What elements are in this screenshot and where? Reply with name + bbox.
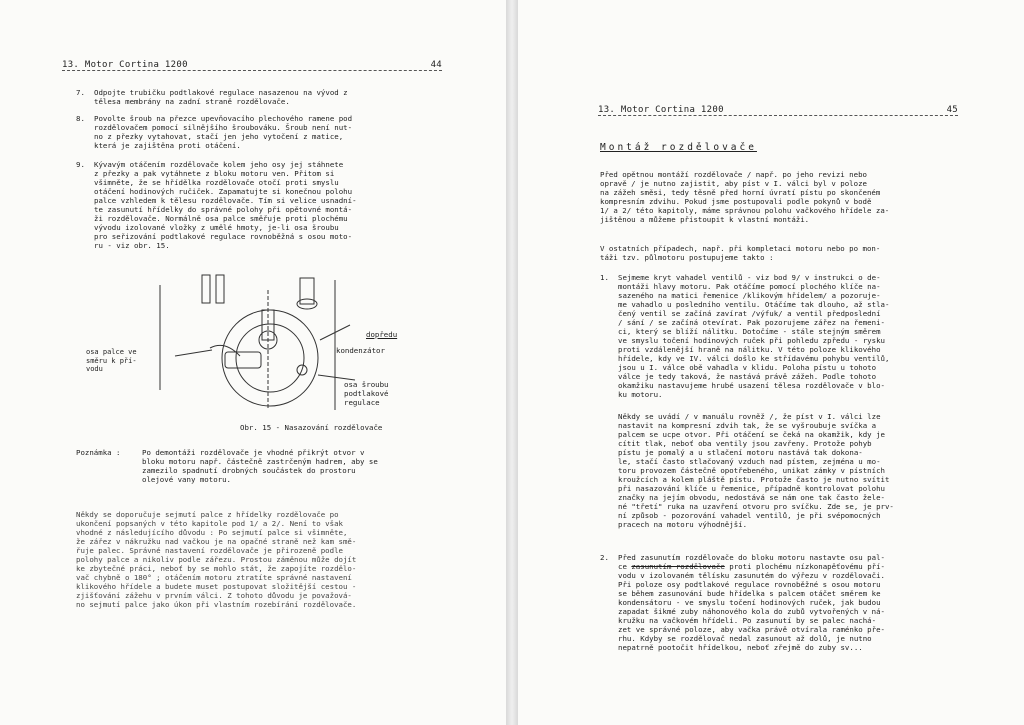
step-1-text: Sejmeme kryt vahadel ventilů - viz bod 9/ v instrukci o de- montáži hlavy motoru. Pak otáčíme pomocí plochého klíče na- sazeného na matici řemenice /klikovým hřídelem/ a pozoruje- me vahadlo u posledního ventilu. Otáčíme tak dlouho, až stla- čený ventil se začíná zavírat /výfuk/ a ventil předposlední / sání / se začíná otevírat. Pak pozorujeme zářez na řemeni- ci, který se blíží nálitku. Dotočíme - stále stejným směrem ve smyslu točení hodinových ruček při pohledu zpředu - rysku proti vzdálenější hraně na nálitku. V této poloze klikového hřídele, kdy ve IV. válci došlo ke střídavému pohybu ventilů, jsou u I. válce obě vahadla v klidu. Poloha pístu u tohoto válce je tedy taková, že nastává právě zážeh. Podle tohoto okamžiku nastavujeme hrubé usazení tělesa rozdělovače v blo- ku motoru. <box>618 273 890 399</box>
book-gutter <box>506 0 518 725</box>
item-9-text: Kývavým otáčením rozdělovače kolem jeho osy jej stáhnete z přezky a pak vytáhnete z bloku motoru ven. Přitom si všimněte, že se hřídělka rozdělovače otočí proti smyslu otáčení hodinových ručiček. Zapamatujte si konečnou polohu palce vzhledem k tělesu rozdělovače. Tím si velice usnadní- te zasunutí hřídelky do správné polohy při opětovné montá- ži rozdělovače. Normálně osa palce směřuje proti plochému vývodu izolované vložky z umělé hmoty, je-li osa šroubu pro seřizování podtlakové regulace rovnoběžná s osou moto- ru - viz obr. 15. <box>94 160 357 250</box>
note-label: Poznámka : <box>76 448 121 457</box>
item-7-text: Odpojte trubičku podtlakové regulace nasazenou na vývod z tělesa membrány na zadní straně rozdělovače. <box>94 88 348 106</box>
step-2-text <box>618 553 885 652</box>
step-2-post: proti plochému nízkonapěťovému pří- vodu v izolovaném tělísku zasunutém do výřezu v rozdělovači. Při poloze osy podtlakové regulace rovnoběžné s osou motoru se během zasunování bude hřídelka s palcem otáčet směrem ke kondensátoru - ve smyslu točení hodinových ruček, jak budou zapadat šikmé zuby náhonového kola do zubů vytvořených v ná- kružku na vačkovém hřídeli. Po zasunutí by se palec nachá- zet ve správné poloze, aby vačka právě otvírala raménko pře- rhu. Kdyby se rozdělovač nedal zasunout až dolů, je nutno nepatrně pootočit hřídelkou, neboť zřejmě do zuby sv... <box>618 562 885 652</box>
item-8-text: Povolte šroub na přezce upevňovacího plechového ramene pod rozdělovačem pomocí silnějšího šroubováku. Šroub není nut- no z přezky vytahovat, stačí jen jeho vytočení z matice, která je zajištěna proti otáčení. <box>94 114 353 150</box>
item-number: 9. <box>76 160 85 169</box>
label-vacuum-screw: osa šroubu podtlakové regulace <box>344 380 389 407</box>
page-number: 44 <box>430 60 442 70</box>
plug-lead-1 <box>202 275 210 303</box>
left-page <box>0 0 506 725</box>
intro-paragraph-2: V ostatních případech, např. při kompletaci motoru nebo po mon- táži tzv. půlmotoru postupujeme takto : <box>600 244 881 262</box>
page-header <box>598 105 958 116</box>
page-header <box>62 60 442 71</box>
step-number: 2. <box>600 553 609 562</box>
label-condenser: kondenzátor <box>336 346 385 355</box>
page-number: 45 <box>946 105 958 115</box>
note-text: Po demontáži rozdělovače je vhodné přikrýt otvor v bloku motoru např. částečně zastrčeným hadrem, aby se zamezilo spadnutí drobných součástek do prostoru olejové vany motoru. <box>142 448 378 484</box>
item-number: 7. <box>76 88 85 97</box>
chapter-title: 13. Motor Cortina 1200 <box>62 60 188 70</box>
label-front: dopředu <box>366 330 398 339</box>
step-1-note: Někdy se uvádí / v manuálu rovněž /, že píst v I. válci lze nastavit na kompresní zdvih tak, že se vyšroubuje svíčka a palcem se ucpe otvor. Při otáčení se čeká na okamžik, kdy je cítit tlak, neboť oba ventily jsou zavřeny. Protože pohyb pístu je pomalý a u stlačení motoru nastává tak dokona- le, stačí často stlačovaný vzduch nad pístem, zejména u mo- toru provozem částečně opotřebeného, unikat zámky v pístních kroužcích a kolem pláště pístu. Protože často je nutno svítit při nasazování klíče u řemenice, případně kontrolovat polohu značky na jejím obvodu, nedostává se nám one tak často žele- né "třetí" ruka na uzavření otvoru pro svíčku. Zde se, je prv- ní způsob - pozorování vahadel ventilů, je při svépomocných pracech na motoru výhodnější. <box>618 412 894 529</box>
section-title: Montáž rozdělovače <box>600 142 757 153</box>
item-number: 8. <box>76 114 85 123</box>
intro-paragraph: Před opětnou montáží rozdělovače / např. po jeho revizi nebo opravě / je nutno zajistit, aby píst v I. válci byl v poloze na zážeh směsi, tedy těsně před horní úvratí pístu po skončeném kompresním zdvihu. Pokud jsme postupovali podle pokynů v bodě 1/ a 2/ této kapitoly, máme správnou polohu vačkového hřídele za- jištěnou a můžeme přistoupit k vlastní montáži. <box>600 170 890 224</box>
label-cam-axis: osa palce ve směru k pří- vodu <box>86 348 137 373</box>
right-page <box>518 0 1024 725</box>
figure-caption: Obr. 15 - Nasazování rozdělovače <box>240 423 383 432</box>
paragraph: Někdy se doporučuje sejmutí palce z hřídelky rozdělovače po ukončení popsaných v této kapitole pod 1/ a 2/. Není to však vhodné z následujícího důvodu : Po sejmutí palce si všimněte, že zářez v nákružku nad vačkou je na opačné straně než kam smě- řuje palec. Správné nastavení rozdělovače je přirozeně podle polohy palce a nikoliv podle zářezu. Prostou záměnou může dojít ke zbytečné práci, neboť by se mohlo stát, že zapojíte rozdělo- vač chybně o 180° ; otáčením motoru ztratíte správné nastavení klikového hřídele a budete muset postupovat složitější cestou - zjišťování zážehu v prvním válci. Z tohoto důvodu je považová- no sejmutí palce jako úkon při vlastním rozebírání rozdělovače. <box>76 510 357 609</box>
vacuum-unit <box>225 352 261 368</box>
step-number: 1. <box>600 273 609 282</box>
step-2-pre: Před zasunutím rozdělovače do bloku motoru nastavte osu pal- ce <box>618 553 885 571</box>
chapter-title: 13. Motor Cortina 1200 <box>598 105 724 115</box>
struck-text: zasunutím rozdělovače <box>631 562 725 571</box>
plug-lead-2 <box>216 275 224 303</box>
